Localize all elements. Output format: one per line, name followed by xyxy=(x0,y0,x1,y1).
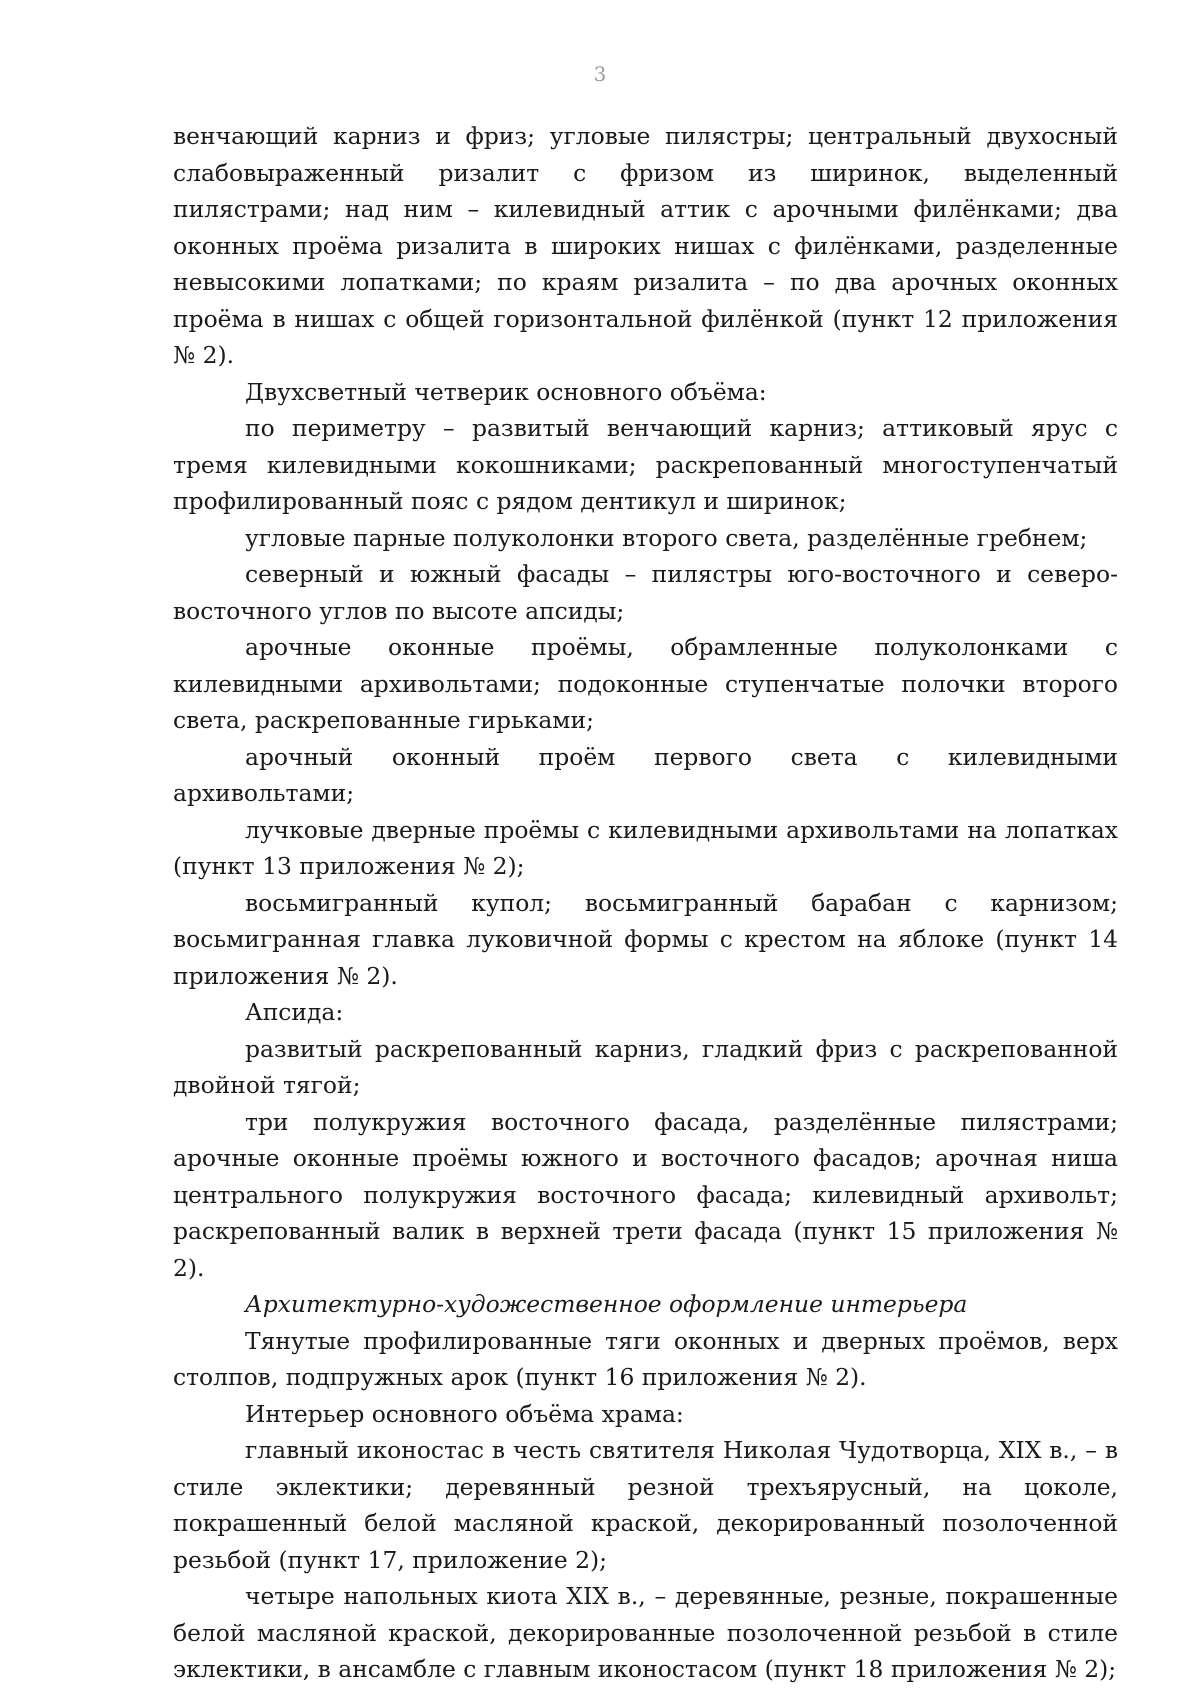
paragraph-north-south-facades: северный и южный фасады – пилястры юго-восточного и северо-восточного углов по высоте апсиды; xyxy=(173,560,1118,625)
paragraph-first-light-window: арочный оконный проём первого света с килевидными архивольтами; xyxy=(173,742,1118,807)
paragraph-chetverik-heading: Двухсветный четверик основного объёма: xyxy=(245,377,767,406)
paragraph-apse-heading: Апсида: xyxy=(245,998,344,1026)
paragraph-main-iconostasis: главный иконостас в честь святителя Николая Чудотворца, XIX в., – в стиле эклектики; деревянный резной трехъярусный, на цоколе, покрашенный белой масляной краской, декорированный позолоченной резьбой (пункт 17, приложение 2); xyxy=(173,1436,1118,1574)
paragraph-interior-heading: Интерьер основного объёма храма: xyxy=(245,1399,684,1428)
paragraph-door-openings: лучковые дверные проёмы с килевидными архивольтами на лопатках (пункт 13 приложения № 2); xyxy=(173,815,1118,880)
paragraph-profiled-rods: Тянутые профилированные тяги оконных и дверных проёмов, верх столпов, подпружных арок (пункт 16 приложения № 2). xyxy=(173,1326,1118,1391)
document-body xyxy=(173,118,1118,1688)
paragraph-corner-half-columns: угловые парные полуколонки второго света, разделённые гребнем; xyxy=(245,523,1088,552)
paragraph-floor-kiots: четыре напольных киота XIX в., – деревянные, резные, покрашенные белой масляной краской, декорированные позолоченной резьбой в стиле эклектики, в ансамбле с главным иконостасом (пункт 18 приложения № 2); xyxy=(173,1582,1118,1683)
paragraph-arched-windows: арочные оконные проёмы, обрамленные полуколонками с килевидными архивольтами; подоконные ступенчатые полочки второго света, раскрепованные гирьками; xyxy=(173,633,1118,734)
paragraph-perimeter: по периметру – развитый венчающий карниз; аттиковый ярус с тремя килевидными кокошниками; раскрепованный многоступенчатый профилированный пояс с рядом дентикул и ширинок; xyxy=(173,414,1118,515)
paragraph-apse-cornice: развитый раскрепованный карниз, гладкий фриз с раскрепованной двойной тягой; xyxy=(173,1034,1118,1099)
page-number: 3 xyxy=(593,62,607,86)
paragraph-facade-continuation: венчающий карниз и фриз; угловые пилястры; центральный двухосный слабовыраженный ризалит с фризом из ширинок, выделенный пилястрами; над ним – килевидный аттик с арочными филёнками; два оконных проёма ризалита в широких нишах с филёнками, разделенные невысокими лопатками; по краям ризалита – по два арочных оконных проёма в нишах с общей горизонтальной филёнкой (пункт 12 приложения № 2). xyxy=(173,122,1118,369)
paragraph-apse-semicircles: три полукружия восточного фасада, разделённые пилястрами; арочные оконные проёмы южного и восточного фасадов; арочная ниша центрального полукружия восточного фасада; килевидный архивольт; раскрепованный валик в верхней трети фасада (пункт 15 приложения № 2). xyxy=(173,1107,1118,1282)
paragraph-dome: восьмигранный купол; восьмигранный барабан с карнизом; восьмигранная главка луковичной формы с крестом на яблоке (пункт 14 приложения № 2). xyxy=(173,888,1118,990)
paragraph-interior-section-heading: Архитектурно-художественное оформление интерьера xyxy=(245,1290,968,1318)
